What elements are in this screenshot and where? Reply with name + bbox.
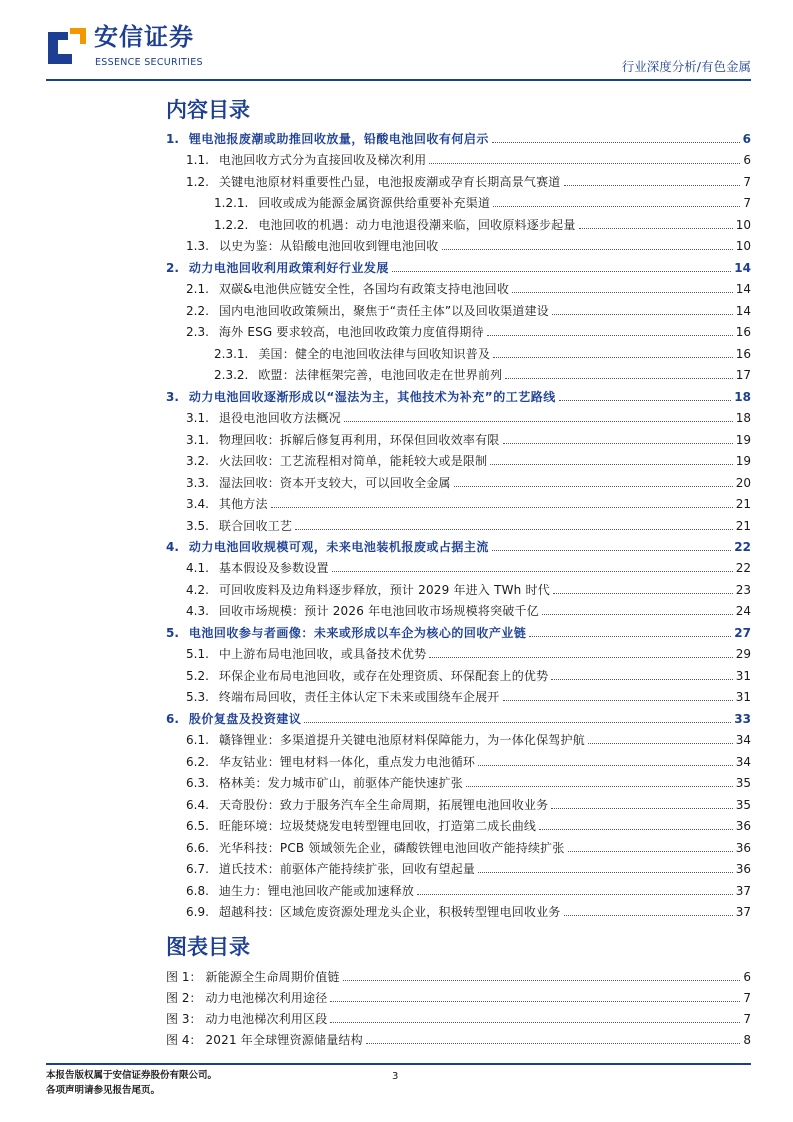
toc-entry-number: 5.3. [186, 690, 209, 704]
figure-entry[interactable] [166, 968, 751, 986]
copyright-notice: 本报告版权属于安信证券股份有限公司。 [46, 1070, 218, 1081]
toc-entry-title: 旺能环境：垃圾焚烧发电转型锂电回收，打造第二成长曲线 [218, 819, 537, 833]
toc-entry-number: 1. [166, 132, 179, 146]
toc-entry-number: 3.2. [186, 454, 209, 468]
figure-entry-number: 图 3： [166, 1012, 202, 1026]
toc-entry-number: 2.1. [186, 282, 209, 296]
toc-entry[interactable] [166, 839, 751, 857]
toc-entry-title: 电池回收方式分为直接回收及梯次利用 [218, 153, 427, 167]
toc-entry-title: 终端布局回收，责任主体认定下未来或围绕车企展开 [218, 690, 500, 704]
toc-entry-page: 18 [734, 390, 751, 404]
toc-entry-page: 36 [735, 819, 751, 833]
toc-entry-number: 2.3. [186, 325, 209, 339]
leader-dots [505, 368, 732, 379]
toc-entry-page: 35 [735, 798, 751, 812]
company-logo-icon [46, 24, 88, 66]
toc-entry-number: 6.3. [186, 776, 209, 790]
leader-dots [588, 733, 733, 744]
leader-dots [492, 540, 731, 551]
figure-entry[interactable] [166, 989, 751, 1007]
toc-entry[interactable] [166, 431, 751, 449]
toc-entry-page: 10 [735, 218, 751, 232]
leader-dots [271, 497, 733, 508]
toc-entry-title: 动力电池回收逐渐形成以“湿法为主，其他技术为补充”的工艺路线 [188, 390, 556, 404]
toc-entry-number: 6.5. [186, 819, 209, 833]
toc-entry-page: 14 [735, 282, 751, 296]
toc-entry-title: 联合回收工艺 [218, 519, 293, 533]
toc-entry-title: 中上游布局电池回收，或具备技术优势 [218, 647, 427, 661]
toc-entry-title: 动力电池回收利用政策利好行业发展 [188, 261, 389, 275]
toc-entry[interactable] [166, 860, 751, 878]
toc-entry-page: 22 [734, 540, 751, 554]
toc-entry-number: 2.2. [186, 304, 209, 318]
report-category: 行业深度分析/有色金属 [621, 59, 751, 74]
toc-entry[interactable] [166, 366, 751, 384]
figure-entry-number: 图 2： [166, 991, 202, 1005]
toc-entry-number: 2.3.2. [214, 368, 249, 382]
toc-entry-title: 回收市场规模：预计 2026 年电池回收市场规模将突破千亿 [218, 604, 539, 618]
toc-entry[interactable] [166, 302, 751, 320]
toc-entry[interactable] [166, 710, 751, 728]
toc-entry-title: 华友钴业：锂电材料一体化，重点发力电池循环 [218, 755, 476, 769]
leader-dots [332, 561, 733, 572]
toc-entry[interactable] [166, 624, 751, 642]
toc-entry-number: 3.1. [186, 411, 209, 425]
toc-entry-page: 6 [742, 132, 751, 146]
figure-entry-title: 2021 年全球锂资源储量结构 [205, 1033, 363, 1047]
brand-name-en: ESSENCE SECURITIES [95, 57, 203, 68]
disclaimer-notice: 各项声明请参见报告尾页。 [46, 1085, 161, 1096]
toc-entry-page: 14 [735, 304, 751, 318]
leader-dots [551, 798, 732, 809]
toc-entry-title: 格林美：发力城市矿山，前驱体产能快速扩张 [218, 776, 463, 790]
toc-entry-page: 31 [735, 690, 751, 704]
header-divider [46, 79, 751, 81]
toc-entry[interactable] [166, 559, 751, 577]
toc-entry[interactable] [166, 667, 751, 685]
toc-entry-page: 31 [735, 669, 751, 683]
toc-entry-number: 6.7. [186, 862, 209, 876]
toc-entry[interactable] [166, 753, 751, 771]
leader-dots [478, 862, 733, 873]
toc-entry[interactable] [166, 688, 751, 706]
toc-entry-page: 37 [735, 884, 751, 898]
leader-dots [542, 604, 733, 615]
toc-entry-number: 6.1. [186, 733, 209, 747]
toc-entry-number: 6.8. [186, 884, 209, 898]
toc-entry-title: 欧盟：法律框架完善，电池回收走在世界前列 [258, 368, 503, 382]
toc-entry-page: 23 [735, 583, 751, 597]
toc-entry[interactable] [166, 237, 751, 255]
leader-dots [503, 690, 733, 701]
leader-dots [503, 433, 733, 444]
toc-heading: 内容目录 [166, 98, 250, 122]
leader-dots [304, 712, 731, 723]
leader-dots [564, 175, 741, 186]
toc-entry-title: 湿法回收：资本开支较大，可以回收全金属 [218, 476, 451, 490]
figure-entry-title: 动力电池梯次利用途径 [205, 991, 328, 1005]
toc-entry-page: 34 [735, 755, 751, 769]
leader-dots [330, 991, 740, 1002]
leader-dots [478, 755, 733, 766]
toc-entry-number: 5.2. [186, 669, 209, 683]
toc-entry[interactable] [166, 151, 751, 169]
toc-entry[interactable] [166, 216, 751, 234]
toc-entry-page: 36 [735, 841, 751, 855]
leader-dots [492, 132, 740, 143]
toc-entry[interactable] [166, 645, 751, 663]
leader-dots [454, 476, 733, 487]
toc-entry-page: 19 [735, 454, 751, 468]
leader-dots [295, 519, 733, 530]
figure-entry[interactable] [166, 1010, 751, 1028]
leader-dots [579, 218, 733, 229]
toc-entry[interactable] [166, 388, 751, 406]
toc-entry-page: 21 [735, 497, 751, 511]
toc-entry-title: 超越科技：区域危废资源处理龙头企业，积极转型锂电回收业务 [218, 905, 561, 919]
toc-entry-number: 6.2. [186, 755, 209, 769]
toc-entry[interactable] [166, 817, 751, 835]
toc-entry-title: 以史为鉴：从铅酸电池回收到锂电池回收 [218, 239, 439, 253]
toc-entry-page: 21 [735, 519, 751, 533]
toc-entry-page: 20 [735, 476, 751, 490]
toc-entry-page: 7 [743, 175, 751, 189]
toc-entry-title: 光华科技：PCB 领域领先企业，磷酸铁锂电池回收产能持续扩张 [218, 841, 565, 855]
toc-entry[interactable] [166, 130, 751, 148]
toc-entry-number: 1.3. [186, 239, 209, 253]
toc-entry-number: 3.1. [186, 433, 209, 447]
toc-entry-number: 6.4. [186, 798, 209, 812]
figure-entry-page: 8 [743, 1033, 751, 1047]
toc-entry-title: 火法回收：工艺流程相对简单，能耗较大或是限制 [218, 454, 488, 468]
toc-entry-page: 36 [735, 862, 751, 876]
toc-entry[interactable] [166, 323, 751, 341]
leader-dots [552, 304, 733, 315]
toc-entry-page: 37 [735, 905, 751, 919]
toc-entry-number: 6.9. [186, 905, 209, 919]
leader-dots [330, 1012, 740, 1023]
toc-entry-page: 10 [735, 239, 751, 253]
toc-entry-title: 双碳&电池供应链安全性，各国均有政策支持电池回收 [218, 282, 510, 296]
toc-entry-page: 22 [735, 561, 751, 575]
toc-entry[interactable] [166, 259, 751, 277]
toc-entry-title: 物理回收：拆解后修复再利用，环保但回收效率有限 [218, 433, 500, 447]
toc-entry[interactable] [166, 409, 751, 427]
leader-dots [551, 669, 732, 680]
toc-entry[interactable] [166, 903, 751, 921]
toc-entry-title: 可回收废料及边角料逐步释放，预计 2029 年进入 TWh 时代 [218, 583, 550, 597]
toc-entry-page: 7 [743, 196, 751, 210]
page-number: 3 [392, 1071, 399, 1082]
toc-entry[interactable] [166, 581, 751, 599]
leader-dots [392, 261, 731, 272]
toc-entry-page: 33 [734, 712, 751, 726]
toc-entry-page: 18 [735, 411, 751, 425]
leader-dots [539, 819, 733, 830]
toc-entry-title: 回收或成为能源金属资源供给重要补充渠道 [258, 196, 491, 210]
toc-entry-title: 环保企业布局电池回收，或存在处理资质、环保配套上的优势 [218, 669, 549, 683]
toc-entry-page: 6 [743, 153, 751, 167]
toc-entry-page: 29 [735, 647, 751, 661]
toc-entry-title: 国内电池回收政策频出，聚焦于“责任主体”以及回收渠道建设 [218, 304, 549, 318]
leader-dots [493, 347, 733, 358]
toc-entry[interactable] [166, 882, 751, 900]
toc-entry-number: 1.1. [186, 153, 209, 167]
brand-name-cn: 安信证券 [94, 23, 194, 51]
figures-heading: 图表目录 [166, 935, 250, 959]
toc-entry-number: 6.6. [186, 841, 209, 855]
toc-entry[interactable] [166, 731, 751, 749]
toc-entry-title: 基本假设及参数设置 [218, 561, 329, 575]
leader-dots [442, 239, 733, 250]
toc-entry-title: 道氏技术：前驱体产能持续扩张，回收有望起量 [218, 862, 476, 876]
toc-entry-title: 海外 ESG 要求较高，电池回收政策力度值得期待 [218, 325, 484, 339]
leader-dots [487, 325, 733, 336]
toc-entry-number: 3.4. [186, 497, 209, 511]
toc-entry[interactable] [166, 796, 751, 814]
toc-entry-number: 4.2. [186, 583, 209, 597]
leader-dots [493, 196, 740, 207]
toc-entry-number: 1.2. [186, 175, 209, 189]
toc-entry-number: 1.2.2. [214, 218, 249, 232]
toc-entry-number: 5.1. [186, 647, 209, 661]
toc-entry[interactable] [166, 452, 751, 470]
toc-entry-title: 锂电池报废潮或助推回收放量，铅酸电池回收有何启示 [188, 132, 489, 146]
toc-entry-title: 电池回收参与者画像：未来或形成以车企为核心的回收产业链 [188, 626, 527, 640]
footer-divider [46, 1063, 751, 1065]
figure-entry-page: 7 [743, 991, 751, 1005]
toc-entry-title: 电池回收的机遇：动力电池退役潮来临，回收原料逐步起量 [258, 218, 576, 232]
toc-entry-title: 其他方法 [218, 497, 268, 511]
toc-entry-title: 迪生力：锂电池回收产能或加速释放 [218, 884, 415, 898]
figure-entry-page: 6 [743, 970, 751, 984]
leader-dots [343, 970, 741, 981]
toc-entry-number: 4.3. [186, 604, 209, 618]
leader-dots [429, 647, 732, 658]
toc-entry-number: 4. [166, 540, 179, 554]
leader-dots [553, 583, 733, 594]
toc-entry-page: 16 [735, 325, 751, 339]
leader-dots [490, 454, 732, 465]
toc-entry[interactable] [166, 173, 751, 191]
toc-entry[interactable] [166, 495, 751, 513]
toc-entry[interactable] [166, 280, 751, 298]
toc-entry-title: 天奇股份：致力于服务汽车全生命周期，拓展锂电池回收业务 [218, 798, 549, 812]
toc-entry-title: 关键电池原材料重要性凸显，电池报废潮或孕育长期高景气赛道 [218, 175, 561, 189]
figure-entry[interactable] [166, 1031, 751, 1049]
leader-dots [559, 390, 732, 401]
leader-dots [529, 626, 731, 637]
toc-entry-number: 6. [166, 712, 179, 726]
figure-entry-title: 动力电池梯次利用区段 [205, 1012, 328, 1026]
toc-entry-page: 14 [734, 261, 751, 275]
toc-entry[interactable] [166, 345, 751, 363]
figure-entry-title: 新能源全生命周期价值链 [205, 970, 340, 984]
leader-dots [466, 776, 733, 787]
toc-entry-page: 17 [735, 368, 751, 382]
leader-dots [564, 905, 733, 916]
toc-entry-title: 退役电池回收方法概况 [218, 411, 341, 425]
toc-entry-page: 19 [735, 433, 751, 447]
toc-entry-page: 35 [735, 776, 751, 790]
toc-entry[interactable] [166, 474, 751, 492]
toc-entry-page: 27 [734, 626, 751, 640]
leader-dots [512, 282, 733, 293]
toc-entry[interactable] [166, 538, 751, 556]
figure-entry-number: 图 4： [166, 1033, 202, 1047]
leader-dots [366, 1033, 741, 1044]
toc-entry-number: 3.3. [186, 476, 209, 490]
leader-dots [344, 411, 733, 422]
toc-entry-number: 4.1. [186, 561, 209, 575]
toc-entry-number: 2. [166, 261, 179, 275]
leader-dots [429, 153, 740, 164]
toc-entry-number: 5. [166, 626, 179, 640]
toc-entry-number: 3. [166, 390, 179, 404]
leader-dots [568, 841, 733, 852]
toc-entry[interactable] [166, 194, 751, 212]
toc-entry-number: 2.3.1. [214, 347, 249, 361]
figure-entry-number: 图 1： [166, 970, 202, 984]
toc-entry-title: 美国：健全的电池回收法律与回收知识普及 [258, 347, 491, 361]
toc-entry-number: 3.5. [186, 519, 209, 533]
figure-entry-page: 7 [743, 1012, 751, 1026]
toc-entry[interactable] [166, 774, 751, 792]
toc-entry-page: 16 [735, 347, 751, 361]
toc-entry-title: 动力电池回收规模可观，未来电池装机报废或占据主流 [188, 540, 489, 554]
toc-entry-title: 赣锋锂业：多渠道提升关键电池原材料保障能力，为一体化保驾护航 [218, 733, 585, 747]
leader-dots [417, 884, 733, 895]
toc-entry[interactable] [166, 517, 751, 535]
toc-entry-page: 24 [735, 604, 751, 618]
toc-entry-page: 34 [735, 733, 751, 747]
toc-entry-number: 1.2.1. [214, 196, 249, 210]
toc-entry[interactable] [166, 602, 751, 620]
toc-entry-title: 股价复盘及投资建议 [188, 712, 302, 726]
